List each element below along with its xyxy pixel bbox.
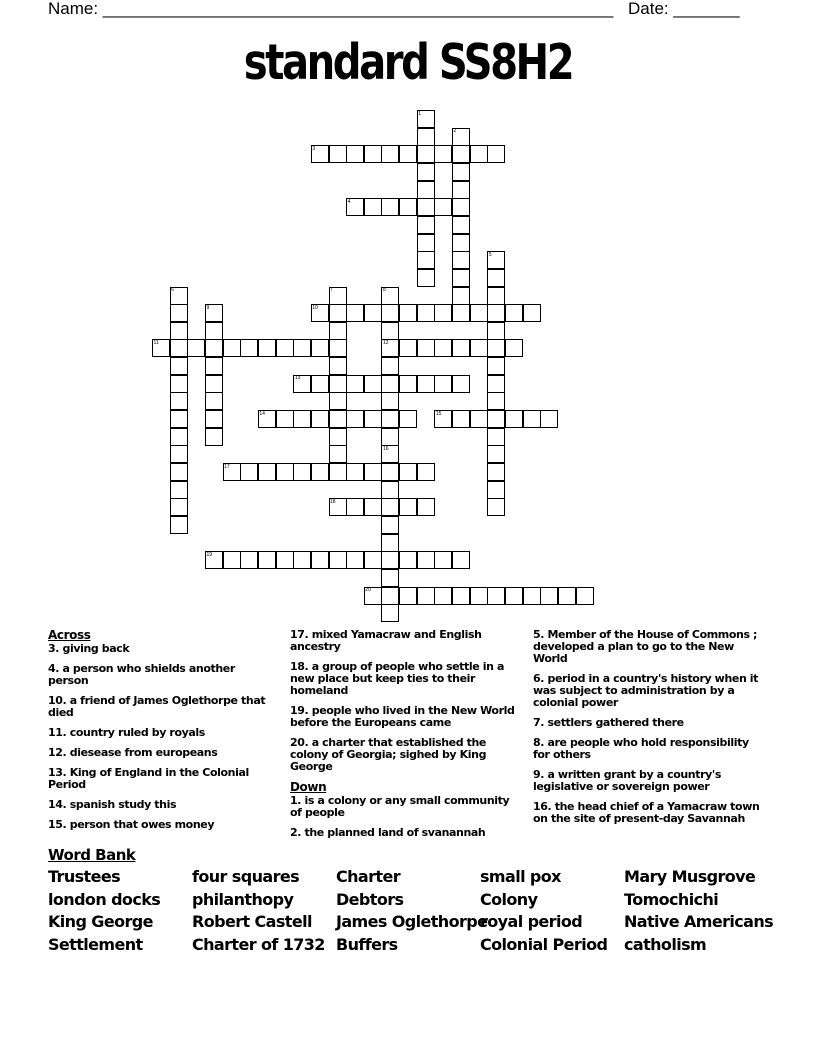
grid-cell[interactable] (470, 587, 488, 605)
clue-across-17: 17. mixed Yamacraw and English ancestry (290, 628, 482, 653)
grid-cell[interactable] (417, 304, 435, 322)
grid-cell[interactable] (381, 516, 399, 534)
grid-cell[interactable] (452, 551, 470, 569)
grid-cell[interactable] (293, 410, 311, 428)
grid-cell[interactable] (452, 339, 470, 357)
grid-cell[interactable] (329, 322, 347, 340)
grid-cell[interactable] (381, 375, 399, 393)
grid-cell[interactable] (399, 339, 417, 357)
clue-number: 13 (294, 375, 301, 382)
grid-cell[interactable] (417, 234, 435, 252)
clue-across-12: 12. diesease from europeans (48, 746, 218, 759)
clue-number: 4 (347, 198, 351, 205)
grid-cell[interactable] (346, 551, 364, 569)
grid-cell[interactable] (417, 216, 435, 234)
grid-cell[interactable] (276, 410, 294, 428)
word-bank-item: Colonial Period (480, 935, 608, 955)
clue-across-13: 13. King of England in the Colonial Period (48, 766, 249, 791)
clue-number: 12 (382, 339, 389, 346)
grid-cell[interactable] (523, 410, 541, 428)
word-bank-item: King George (48, 912, 153, 932)
grid-cell[interactable] (523, 304, 541, 322)
clue-across-15: 15. person that owes money (48, 818, 215, 831)
grid-cell[interactable] (540, 587, 558, 605)
grid-cell[interactable] (487, 269, 505, 287)
grid-cell[interactable] (346, 375, 364, 393)
grid-cell[interactable] (487, 445, 505, 463)
word-bank-item: Robert Castell (192, 912, 312, 932)
grid-cell[interactable] (417, 181, 435, 199)
grid-cell[interactable] (381, 498, 399, 516)
grid-cell[interactable] (170, 392, 188, 410)
grid-cell[interactable] (346, 498, 364, 516)
grid-cell[interactable] (434, 339, 452, 357)
date-field[interactable] (628, 0, 740, 18)
page-title: standard SS8H2 (243, 34, 573, 91)
grid-cell[interactable] (381, 604, 399, 622)
grid-cell[interactable] (399, 375, 417, 393)
grid-cell[interactable] (329, 551, 347, 569)
grid-cell[interactable] (381, 145, 399, 163)
grid-cell[interactable] (293, 551, 311, 569)
grid-cell[interactable] (399, 145, 417, 163)
clue-number: 8 (382, 287, 386, 293)
date-label: Date: (628, 0, 674, 18)
grid-cell[interactable] (381, 587, 399, 605)
grid-cell[interactable] (399, 198, 417, 216)
grid-cell[interactable] (170, 410, 188, 428)
clue-down-16: 16. the head chief of a Yamacraw town on the site of present-day Savannah (533, 800, 760, 825)
grid-cell[interactable] (452, 587, 470, 605)
clue-number: 15 (435, 410, 442, 417)
grid-cell[interactable] (417, 145, 435, 163)
grid-cell[interactable] (346, 410, 364, 428)
grid-cell[interactable] (170, 339, 188, 357)
grid-cell[interactable] (205, 322, 223, 340)
clue-number: 11 (153, 339, 159, 346)
grid-cell[interactable] (293, 339, 311, 357)
clue-across-11: 11. country ruled by royals (48, 726, 205, 739)
word-bank-item: Debtors (336, 889, 404, 909)
clue-number: 10 (312, 304, 318, 311)
grid-cell[interactable] (258, 551, 276, 569)
grid-cell[interactable] (558, 587, 576, 605)
grid-cell[interactable] (417, 251, 435, 269)
grid-cell[interactable] (170, 445, 188, 463)
grid-cell[interactable] (417, 339, 435, 357)
grid-cell[interactable] (381, 410, 399, 428)
grid-cell[interactable] (417, 587, 435, 605)
grid-cell[interactable] (452, 304, 470, 322)
grid-cell[interactable] (452, 375, 470, 393)
grid-cell[interactable] (417, 163, 435, 181)
clue-across-19: 19. people who lived in the New World before the Europeans came (290, 704, 515, 729)
word-bank-item: Native Americans (624, 912, 774, 932)
clue-number: 1 (418, 110, 422, 117)
grid-cell[interactable] (364, 145, 382, 163)
clue-number: 3 (312, 145, 316, 152)
grid-cell[interactable] (505, 339, 523, 357)
grid-cell[interactable] (329, 357, 347, 375)
clue-number: 16 (382, 445, 389, 452)
word-bank-title: Word Bank (48, 846, 136, 864)
name-line: ______________________________________________________ (102, 0, 614, 18)
clue-number: 2 (453, 128, 457, 135)
grid-cell[interactable] (470, 145, 488, 163)
grid-cell[interactable] (346, 145, 364, 163)
grid-cell[interactable] (417, 375, 435, 393)
grid-cell[interactable] (381, 428, 399, 446)
word-bank-item: philanthopy (192, 889, 294, 909)
grid-cell[interactable] (399, 304, 417, 322)
grid-cell[interactable] (487, 287, 505, 305)
clue-across-4: 4. a person who shields another person (48, 662, 235, 687)
name-field[interactable] (48, 0, 613, 18)
grid-cell[interactable] (240, 551, 258, 569)
grid-cell[interactable] (329, 304, 347, 322)
clue-down-6: 6. period in a country's history when it was subject to administration by a colonial power (533, 672, 759, 709)
grid-cell[interactable] (205, 375, 223, 393)
grid-cell[interactable] (276, 339, 294, 357)
word-bank-item: Charter (336, 867, 401, 886)
clue-across-3: 3. giving back (48, 642, 130, 655)
grid-cell[interactable] (205, 357, 223, 375)
grid-cell[interactable] (487, 428, 505, 446)
clues-column-2 (290, 629, 518, 847)
clue-number: 6 (171, 287, 174, 293)
grid-cell[interactable] (523, 587, 541, 605)
grid-cell[interactable] (329, 463, 347, 481)
grid-cell[interactable] (487, 463, 505, 481)
word-bank-item: Colony (480, 889, 538, 909)
grid-cell[interactable] (434, 375, 452, 393)
clue-number: 7 (330, 287, 333, 293)
grid-cell[interactable] (329, 145, 347, 163)
grid-cell[interactable] (487, 392, 505, 410)
grid-cell[interactable] (346, 304, 364, 322)
grid-cell[interactable] (434, 198, 452, 216)
grid-cell[interactable] (311, 410, 329, 428)
grid-cell[interactable] (452, 234, 470, 252)
grid-cell[interactable] (452, 251, 470, 269)
grid-cell[interactable] (470, 304, 488, 322)
grid-cell[interactable] (170, 304, 188, 322)
across-heading: Across (48, 628, 91, 642)
clue-number: 14 (259, 410, 265, 417)
grid-cell[interactable] (487, 587, 505, 605)
header (48, 0, 748, 20)
grid-cell[interactable] (417, 498, 435, 516)
grid-cell[interactable] (205, 410, 223, 428)
clue-number: 5 (488, 251, 492, 258)
clue-number: 9 (206, 304, 210, 311)
grid-cell[interactable] (452, 163, 470, 181)
grid-cell[interactable] (399, 551, 417, 569)
grid-cell[interactable] (346, 463, 364, 481)
grid-cell[interactable] (576, 587, 594, 605)
grid-cell[interactable] (223, 339, 241, 357)
grid-cell[interactable] (205, 392, 223, 410)
grid-cell[interactable] (311, 375, 329, 393)
grid-cell[interactable] (170, 375, 188, 393)
grid-cell[interactable] (487, 339, 505, 357)
grid-cell[interactable] (452, 216, 470, 234)
grid-cell[interactable] (470, 410, 488, 428)
grid-cell[interactable] (258, 463, 276, 481)
grid-cell[interactable] (276, 463, 294, 481)
grid-cell[interactable] (170, 357, 188, 375)
grid-cell[interactable] (381, 551, 399, 569)
clue-across-14: 14. spanish study this (48, 798, 177, 811)
clues-column-3 (533, 629, 763, 833)
word-bank-item: Mary Musgrove (624, 867, 756, 886)
grid-cell[interactable] (487, 304, 505, 322)
grid-cell[interactable] (293, 463, 311, 481)
grid-cell[interactable] (240, 463, 258, 481)
grid-cell[interactable] (381, 392, 399, 410)
word-bank-item: royal period (480, 912, 583, 932)
grid-cell[interactable] (205, 339, 223, 357)
grid-cell[interactable] (364, 551, 382, 569)
grid-cell[interactable] (364, 498, 382, 516)
grid-cell[interactable] (364, 304, 382, 322)
grid-cell[interactable] (276, 551, 294, 569)
grid-cell[interactable] (417, 269, 435, 287)
grid-cell[interactable] (417, 128, 435, 146)
grid-cell[interactable] (487, 357, 505, 375)
grid-cell[interactable] (417, 198, 435, 216)
grid-cell[interactable] (505, 304, 523, 322)
grid-cell[interactable] (329, 445, 347, 463)
grid-cell[interactable] (170, 481, 188, 499)
grid-cell[interactable] (223, 551, 241, 569)
grid-cell[interactable] (434, 145, 452, 163)
clue-down-9: 9. a written grant by a country's legislative or sovereign power (533, 768, 722, 793)
clue-across-18: 18. a group of people who settle in a new place but keep ties to their homeland (290, 660, 504, 697)
grid-cell[interactable] (170, 322, 188, 340)
clue-number: 20 (365, 587, 371, 594)
grid-cell[interactable] (364, 410, 382, 428)
grid-cell[interactable] (311, 339, 329, 357)
grid-cell[interactable] (452, 287, 470, 305)
down-heading: Down (290, 780, 327, 794)
grid-cell[interactable] (399, 498, 417, 516)
clue-across-10: 10. a friend of James Oglethorpe that died (48, 694, 266, 719)
date-line: _______ (673, 0, 740, 18)
word-bank-item: small pox (480, 867, 561, 886)
grid-cell[interactable] (434, 587, 452, 605)
grid-cell[interactable] (240, 339, 258, 357)
grid-cell[interactable] (381, 357, 399, 375)
grid-cell[interactable] (170, 516, 188, 534)
grid-cell[interactable] (170, 428, 188, 446)
grid-cell[interactable] (434, 304, 452, 322)
grid-cell[interactable] (399, 587, 417, 605)
word-bank-item: Tomochichi (624, 889, 719, 909)
grid-cell[interactable] (381, 198, 399, 216)
grid-cell[interactable] (417, 463, 435, 481)
grid-cell[interactable] (381, 463, 399, 481)
grid-cell[interactable] (487, 145, 505, 163)
grid-cell[interactable] (311, 463, 329, 481)
grid-cell[interactable] (505, 587, 523, 605)
word-bank-item: Settlement (48, 935, 143, 955)
grid-cell[interactable] (399, 410, 417, 428)
name-label: Name: (48, 0, 103, 18)
grid-cell[interactable] (381, 534, 399, 552)
clues-column-1 (48, 629, 278, 839)
clue-down-2: 2. the planned land of svanannah (290, 826, 486, 839)
grid-cell[interactable] (417, 551, 435, 569)
word-bank-item: James Oglethorpe (336, 912, 488, 932)
grid-cell[interactable] (434, 551, 452, 569)
grid-cell[interactable] (399, 463, 417, 481)
grid-cell[interactable] (452, 269, 470, 287)
grid-cell[interactable] (329, 428, 347, 446)
grid-cell[interactable] (487, 410, 505, 428)
grid-cell[interactable] (452, 198, 470, 216)
grid-cell[interactable] (505, 410, 523, 428)
grid-cell[interactable] (470, 339, 488, 357)
word-bank-item: catholism (624, 935, 707, 955)
word-bank-item: Buffers (336, 935, 398, 955)
grid-cell[interactable] (187, 339, 205, 357)
grid-cell[interactable] (487, 322, 505, 340)
grid-cell[interactable] (364, 198, 382, 216)
clue-down-1: 1. is a colony or any small community of people (290, 794, 510, 819)
clue-number: 19 (206, 551, 212, 558)
grid-cell[interactable] (452, 145, 470, 163)
grid-cell[interactable] (329, 392, 347, 410)
grid-cell[interactable] (381, 569, 399, 587)
grid-cell[interactable] (381, 481, 399, 499)
grid-cell[interactable] (329, 339, 347, 357)
grid-cell[interactable] (452, 410, 470, 428)
grid-cell[interactable] (540, 410, 558, 428)
word-bank-item: london docks (48, 889, 161, 909)
clue-down-5: 5. Member of the House of Commons ; developed a plan to go to the New World (533, 628, 758, 665)
grid-cell[interactable] (452, 181, 470, 199)
grid-cell[interactable] (487, 498, 505, 516)
clue-across-20: 20. a charter that established the colony of Georgia; sighed by King George (290, 736, 487, 773)
word-bank-item: four squares (192, 867, 300, 886)
grid-cell[interactable] (170, 498, 188, 516)
grid-cell[interactable] (258, 339, 276, 357)
word-bank-item: Trustees (48, 867, 121, 886)
grid-cell[interactable] (329, 375, 347, 393)
grid-cell[interactable] (170, 463, 188, 481)
clue-down-7: 7. settlers gathered there (533, 716, 684, 729)
grid-cell[interactable] (311, 551, 329, 569)
grid-cell[interactable] (364, 375, 382, 393)
word-bank-item: Charter of 1732 (192, 935, 325, 955)
grid-cell[interactable] (205, 428, 223, 446)
grid-cell[interactable] (381, 322, 399, 340)
clue-down-8: 8. are people who hold responsibility for others (533, 736, 749, 761)
grid-cell[interactable] (487, 375, 505, 393)
grid-cell[interactable] (487, 481, 505, 499)
clue-number: 17 (224, 463, 230, 470)
grid-cell[interactable] (329, 410, 347, 428)
grid-cell[interactable] (381, 304, 399, 322)
grid-cell[interactable] (364, 463, 382, 481)
clue-number: 18 (330, 498, 336, 505)
